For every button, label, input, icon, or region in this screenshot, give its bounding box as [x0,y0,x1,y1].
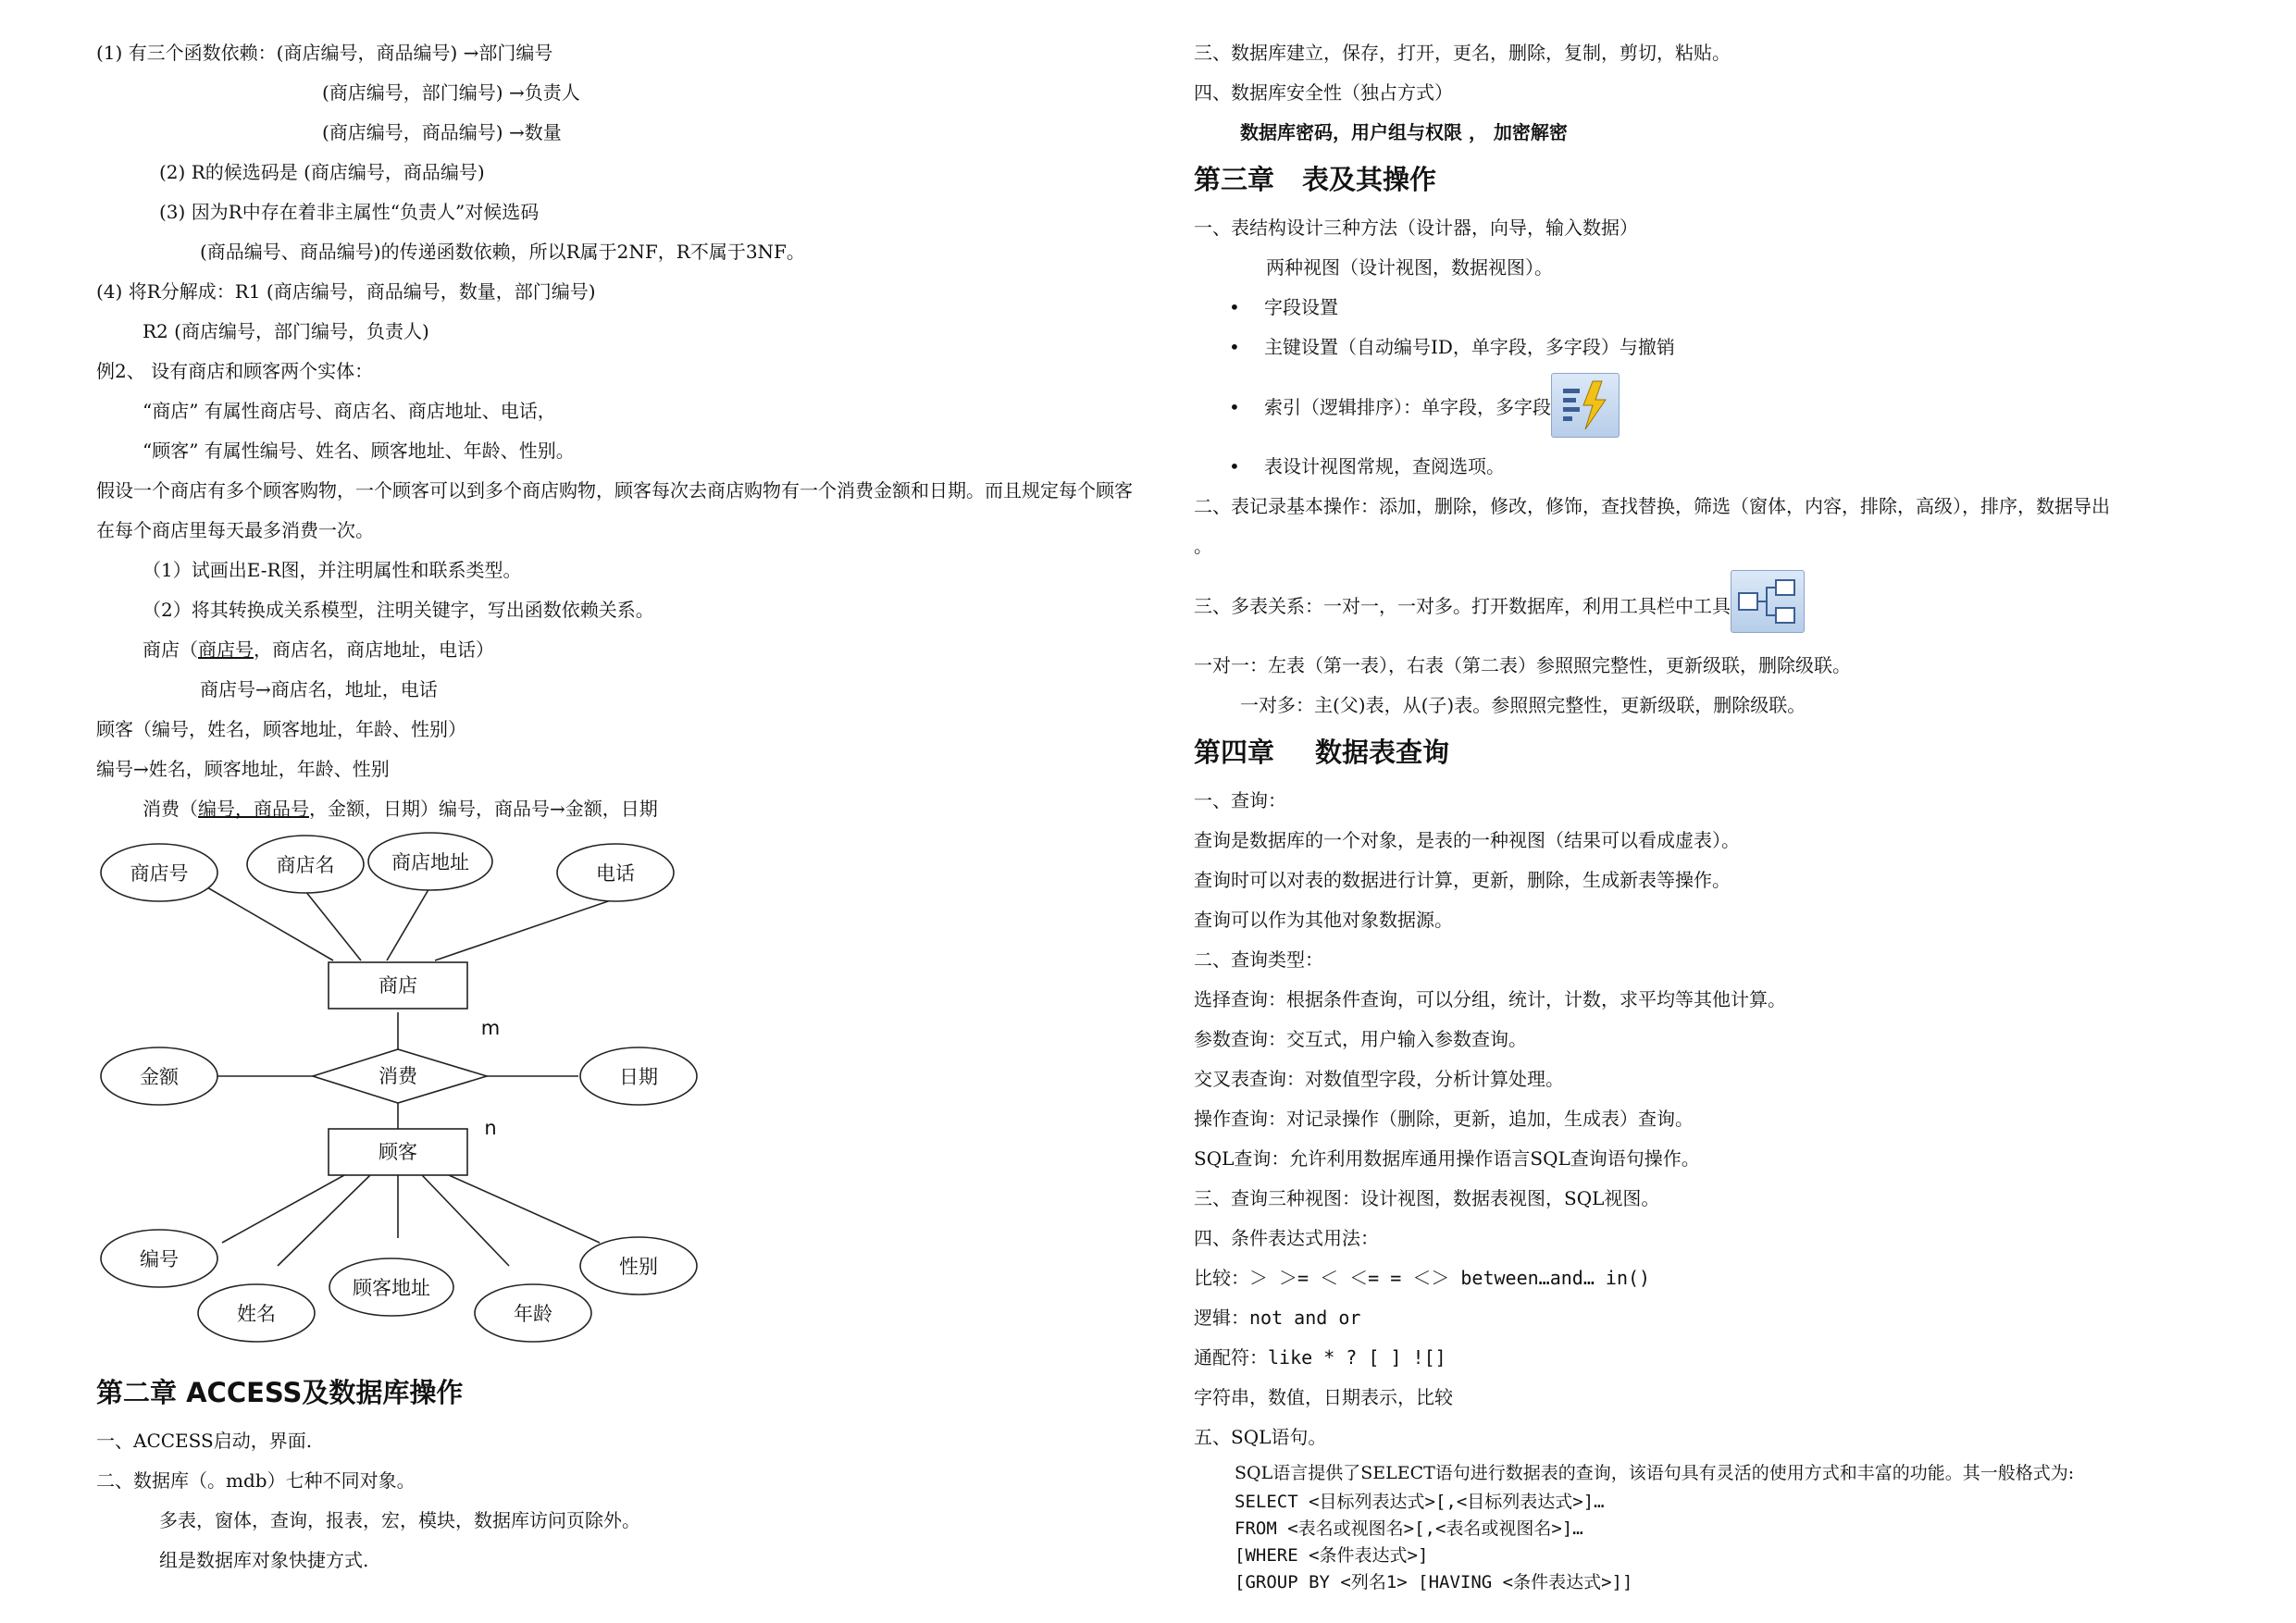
sql-intro: SQL语言提供了SELECT语句进行数据表的查询，该语句具有灵活的使用方式和丰富的功能。其一般格式为: [1235,1463,2075,1483]
text-line: 操作查询：对记录操作（删除，更新，追加，生成表）查询。 [1194,1108,1694,1130]
attr-label: 日期 [619,1066,658,1088]
attr-label: 姓名 [237,1303,276,1325]
text-line: 一对多：主(父)表，从(子)表。参照照完整性，更新级联，删除级联。 [1240,694,1806,716]
text-line: (商店编号，部门编号) →负责人 [322,81,580,104]
text-line: 参数查询：交互式，用户输入参数查询。 [1194,1028,1527,1050]
relationships-tool-icon[interactable] [1731,570,1805,633]
er-diagram [93,831,722,1358]
text-paragraph: 假设一个商店有多个顾客购物，一个顾客可以到多个商店购物，顾客每次去商店购物有一个消费金额和日期。而且规定每个顾客在每个商店里每天最多消费一次。 [96,479,1133,541]
connector [305,891,361,960]
primary-key: 编号，商品号 [198,798,309,820]
connector [278,1175,370,1266]
chapter2-title: 第二章 ACCESS及数据库操作 [96,1377,464,1408]
text-line: (1) 有三个函数依赖：(商店编号，商品编号) →部门编号 [96,42,553,64]
sql-code-line: SELECT <目标列表达式>[,<目标列表达式>]… [1235,1492,1605,1512]
attr-label: 商店号 [130,862,189,885]
text-line: R2 (商店编号，部门编号，负责人) [143,320,429,342]
cardinality-n: n [484,1117,497,1139]
text-line: 二、查询类型： [1194,948,1323,971]
right-column [1194,33,2258,1596]
attr-label: 顾客地址 [353,1277,430,1299]
text-line: 一、ACCESS启动，界面. [96,1430,313,1452]
text-line: 逻辑：not and or [1194,1307,1361,1329]
text-line: 查询时可以对表的数据进行计算，更新，删除，生成新表等操作。 [1194,869,1731,891]
text-line: 五、SQL语句。 [1194,1426,1327,1448]
connector [449,1175,600,1243]
bullet-item: • 主键设置（自动编号ID，单字段，多字段）与撤销 [1229,336,1675,358]
text-line: 二、表记录基本操作：添加，删除，修改，修饰，查找替换，筛选（窗体，内容，排除，高级），排序，数据导出 [1194,495,2110,517]
text-line: 通配符：like * ? [ ] ![] [1194,1346,1446,1369]
text-line: 。 [1194,535,1212,557]
text-line: 多表，窗体，查询，报表，宏，模块，数据库访问页除外。 [159,1509,640,1531]
connector [435,900,611,960]
text-line: 例2、 设有商店和顾客两个实体： [96,360,374,382]
customer-relation: 顾客（编号，姓名，顾客地址，年龄、性别） [96,718,466,740]
entity-label: 顾客 [379,1141,417,1163]
text-line: (商店编号，商品编号) →数量 [322,121,562,143]
text-line: 交叉表查询：对数值型字段，分析计算处理。 [1194,1068,1564,1090]
bullet-item: • 索引（逻辑排序）：单字段，多字段 [1194,367,2258,447]
index-tool-icon[interactable] [1551,373,1620,438]
text-line: 组是数据库对象快捷方式. [159,1549,369,1571]
connector [422,1175,509,1266]
attr-label: 商店名 [276,854,335,876]
text-line: 三、数据库建立，保存，打开，更名，删除，复制，剪切，粘贴。 [1194,42,1731,64]
attr-label: 商店地址 [391,851,469,873]
text-line: (4) 将R分解成：R1 (商店编号，商品编号，数量，部门编号) [96,280,596,303]
customer-fd: 编号→姓名，顾客地址，年龄、性别 [96,758,390,780]
text-line: (3) 因为R中存在着非主属性“负责人”对候选码 [159,201,540,223]
shop-fd: 商店号→商店名，地址，电话 [200,678,438,700]
text-line: 选择查询：根据条件查询，可以分组，统计，计数，求平均等其他计算。 [1194,988,1786,1010]
connector [222,1175,344,1243]
connector [387,886,430,960]
text-line: 四、条件表达式用法： [1194,1227,1379,1249]
text-line: (2) R的候选码是 (商店编号，商品编号) [159,161,485,183]
text-line: 一对一：左表（第一表），右表（第二表）参照照完整性，更新级联，删除级联。 [1194,654,1851,676]
sql-code-line: FROM <表名或视图名>[,<表名或视图名>]… [1235,1518,1583,1539]
text-line: “顾客” 有属性编号、姓名、顾客地址、年龄、性别。 [143,440,575,462]
text-line: 四、数据库安全性（独占方式） [1194,81,1453,104]
attr-label: 金额 [140,1066,179,1088]
entity-label: 商店 [379,974,417,997]
text-line: (商品编号、商品编号)的传递函数依赖，所以R属于2NF，R不属于3NF。 [200,241,805,263]
bullet-item: • 字段设置 [1229,296,1338,318]
sql-code-line: [GROUP BY <列名1> [HAVING <条件表达式>]] [1235,1572,1633,1592]
consume-relation: 消费（编号，商品号，金额，日期）编号，商品号→金额，日期 [143,798,658,820]
text-line: 查询是数据库的一个对象，是表的一种视图（结果可以看成虚表）。 [1194,829,1740,851]
text-line: 查询可以作为其他对象数据源。 [1194,909,1453,931]
text-line: 一、查询： [1194,789,1286,812]
text-line: “商店” 有属性商店号、商店名、商店地址、电话， [143,400,556,422]
primary-key: 商店号 [198,638,254,661]
security-bold-line: 数据库密码，用户组与权限 ， 加密解密 [1240,121,1568,143]
text-line: 三、多表关系：一对一，一对多。打开数据库，利用工具栏中工具 [1194,566,2258,646]
attr-label: 电话 [596,862,635,885]
sql-code-line: [WHERE <条件表达式>] [1235,1545,1429,1566]
chapter4-title: 第四章 数据表查询 [1194,737,1450,768]
text-line: 两种视图（设计视图，数据视图）。 [1266,256,1553,279]
bullet-item: • 表设计视图常规，查阅选项。 [1229,455,1505,477]
shop-relation: 商店（商店号，商店名，商店地址，电话） [143,638,494,661]
text-line: 一、表结构设计三种方法（设计器，向导，输入数据） [1194,217,1638,239]
text-line: 字符串，数值，日期表示，比较 [1194,1386,1453,1408]
chapter3-title: 第三章 表及其操作 [1194,164,1437,195]
attr-label: 性别 [619,1256,658,1278]
text-line: 三、查询三种视图：设计视图，数据表视图，SQL视图。 [1194,1187,1660,1209]
cardinality-m: m [480,1017,501,1039]
attr-label: 年龄 [514,1303,552,1325]
text-line: 比较：＞ ＞= ＜ ＜= = ＜＞ between…and… in() [1194,1267,1651,1289]
text-line: SQL查询：允许利用数据库通用操作语言SQL查询语句操作。 [1194,1147,1700,1170]
relationship-label: 消费 [379,1065,417,1087]
text-line: 二、数据库（。mdb）七种不同对象。 [96,1469,416,1492]
attr-label: 编号 [140,1248,179,1270]
text-line: （2）将其转换成关系模型，注明关键字，写出函数依赖关系。 [143,599,654,621]
text-line: （1）试画出E-R图，并注明属性和联系类型。 [143,559,522,581]
